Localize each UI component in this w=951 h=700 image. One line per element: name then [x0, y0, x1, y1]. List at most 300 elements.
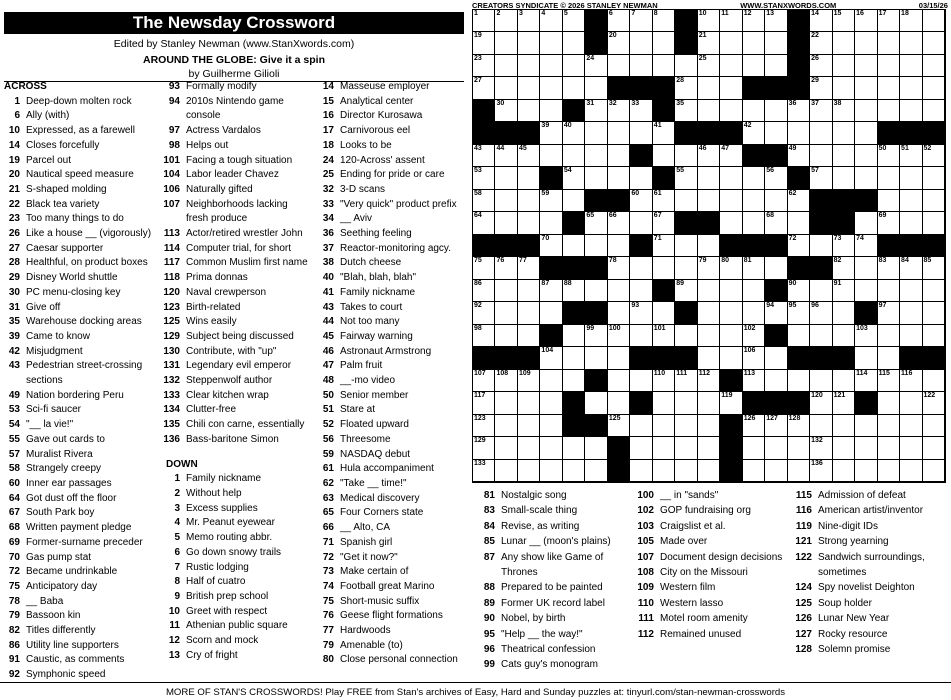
- grid-cell[interactable]: [743, 55, 765, 77]
- grid-cell[interactable]: [630, 167, 652, 189]
- grid-cell[interactable]: [473, 415, 495, 437]
- grid-cell[interactable]: [473, 280, 495, 302]
- grid-cell[interactable]: [833, 325, 855, 347]
- grid-cell[interactable]: [698, 167, 720, 189]
- grid-cell[interactable]: [630, 10, 652, 32]
- grid-cell[interactable]: [675, 145, 697, 167]
- grid-cell[interactable]: [608, 325, 630, 347]
- grid-cell[interactable]: [608, 347, 630, 369]
- grid-cell[interactable]: [765, 347, 787, 369]
- grid-cell[interactable]: [585, 325, 607, 347]
- grid-cell[interactable]: [810, 100, 832, 122]
- grid-cell[interactable]: [540, 302, 562, 324]
- grid-cell[interactable]: [833, 280, 855, 302]
- grid-cell[interactable]: [855, 55, 877, 77]
- grid-cell[interactable]: [495, 392, 517, 414]
- grid-cell[interactable]: [900, 100, 922, 122]
- grid-cell[interactable]: [473, 302, 495, 324]
- grid-cell[interactable]: [608, 257, 630, 279]
- grid-cell[interactable]: [675, 190, 697, 212]
- grid-cell[interactable]: [698, 235, 720, 257]
- grid-cell[interactable]: [518, 437, 540, 459]
- grid-cell[interactable]: [810, 370, 832, 392]
- grid-cell[interactable]: [473, 190, 495, 212]
- grid-cell[interactable]: [653, 10, 675, 32]
- grid-cell[interactable]: [810, 415, 832, 437]
- grid-cell[interactable]: [855, 370, 877, 392]
- grid-cell[interactable]: [653, 302, 675, 324]
- grid-cell[interactable]: [653, 437, 675, 459]
- grid-cell[interactable]: [563, 122, 585, 144]
- grid-cell[interactable]: [788, 370, 810, 392]
- grid-cell[interactable]: [540, 235, 562, 257]
- grid-cell[interactable]: [698, 77, 720, 99]
- grid-cell[interactable]: [675, 370, 697, 392]
- grid-cell[interactable]: [900, 10, 922, 32]
- grid-cell[interactable]: [563, 325, 585, 347]
- grid-cell[interactable]: [630, 370, 652, 392]
- grid-cell[interactable]: [563, 235, 585, 257]
- grid-cell[interactable]: [563, 145, 585, 167]
- grid-cell[interactable]: [720, 32, 742, 54]
- grid-cell[interactable]: [765, 415, 787, 437]
- grid-cell[interactable]: [495, 257, 517, 279]
- grid-cell[interactable]: [473, 10, 495, 32]
- grid-cell[interactable]: [878, 190, 900, 212]
- grid-cell[interactable]: [720, 145, 742, 167]
- grid-cell[interactable]: [675, 167, 697, 189]
- grid-cell[interactable]: [698, 437, 720, 459]
- grid-cell[interactable]: [585, 122, 607, 144]
- grid-cell[interactable]: [698, 415, 720, 437]
- grid-cell[interactable]: [653, 460, 675, 482]
- grid-cell[interactable]: [923, 415, 945, 437]
- grid-cell[interactable]: [563, 370, 585, 392]
- grid-cell[interactable]: [495, 415, 517, 437]
- grid-cell[interactable]: [518, 302, 540, 324]
- grid-cell[interactable]: [608, 212, 630, 234]
- grid-cell[interactable]: [518, 77, 540, 99]
- grid-cell[interactable]: [743, 370, 765, 392]
- grid-cell[interactable]: [473, 325, 495, 347]
- grid-cell[interactable]: [563, 347, 585, 369]
- grid-cell[interactable]: [563, 280, 585, 302]
- grid-cell[interactable]: [518, 460, 540, 482]
- grid-cell[interactable]: [833, 235, 855, 257]
- grid-cell[interactable]: [855, 235, 877, 257]
- grid-cell[interactable]: [495, 100, 517, 122]
- grid-cell[interactable]: [855, 167, 877, 189]
- grid-cell[interactable]: [923, 437, 945, 459]
- grid-cell[interactable]: [540, 437, 562, 459]
- grid-cell[interactable]: [720, 257, 742, 279]
- grid-cell[interactable]: [855, 437, 877, 459]
- grid-cell[interactable]: [495, 55, 517, 77]
- grid-cell[interactable]: [810, 280, 832, 302]
- grid-cell[interactable]: [923, 460, 945, 482]
- grid-cell[interactable]: [473, 167, 495, 189]
- grid-cell[interactable]: [878, 392, 900, 414]
- grid-cell[interactable]: [765, 190, 787, 212]
- grid-cell[interactable]: [608, 122, 630, 144]
- grid-cell[interactable]: [810, 302, 832, 324]
- grid-cell[interactable]: [878, 10, 900, 32]
- grid-cell[interactable]: [608, 235, 630, 257]
- grid-cell[interactable]: [788, 437, 810, 459]
- grid-cell[interactable]: [608, 370, 630, 392]
- grid-cell[interactable]: [540, 190, 562, 212]
- grid-cell[interactable]: [765, 437, 787, 459]
- grid-cell[interactable]: [765, 10, 787, 32]
- grid-cell[interactable]: [585, 280, 607, 302]
- grid-cell[interactable]: [810, 122, 832, 144]
- grid-cell[interactable]: [518, 100, 540, 122]
- grid-cell[interactable]: [720, 212, 742, 234]
- grid-cell[interactable]: [630, 257, 652, 279]
- grid-cell[interactable]: [923, 100, 945, 122]
- grid-cell[interactable]: [675, 392, 697, 414]
- grid-cell[interactable]: [585, 460, 607, 482]
- grid-cell[interactable]: [698, 257, 720, 279]
- grid-cell[interactable]: [788, 235, 810, 257]
- grid-cell[interactable]: [540, 370, 562, 392]
- grid-cell[interactable]: [878, 145, 900, 167]
- grid-cell[interactable]: [720, 190, 742, 212]
- grid-cell[interactable]: [608, 415, 630, 437]
- grid-cell[interactable]: [585, 145, 607, 167]
- crossword-grid[interactable]: [472, 9, 946, 483]
- grid-cell[interactable]: [630, 280, 652, 302]
- grid-cell[interactable]: [900, 212, 922, 234]
- grid-cell[interactable]: [878, 370, 900, 392]
- grid-cell[interactable]: [630, 415, 652, 437]
- grid-cell[interactable]: [765, 122, 787, 144]
- grid-cell[interactable]: [743, 10, 765, 32]
- grid-cell[interactable]: [495, 77, 517, 99]
- grid-cell[interactable]: [473, 55, 495, 77]
- grid-cell[interactable]: [698, 392, 720, 414]
- grid-cell[interactable]: [653, 122, 675, 144]
- grid-cell[interactable]: [855, 122, 877, 144]
- grid-cell[interactable]: [810, 77, 832, 99]
- grid-cell[interactable]: [473, 32, 495, 54]
- grid-cell[interactable]: [473, 145, 495, 167]
- grid-cell[interactable]: [743, 190, 765, 212]
- grid-cell[interactable]: [518, 212, 540, 234]
- grid-cell[interactable]: [788, 280, 810, 302]
- grid-cell[interactable]: [653, 235, 675, 257]
- grid-cell[interactable]: [540, 392, 562, 414]
- grid-cell[interactable]: [788, 302, 810, 324]
- grid-cell[interactable]: [563, 167, 585, 189]
- grid-cell[interactable]: [855, 10, 877, 32]
- grid-cell[interactable]: [495, 370, 517, 392]
- grid-cell[interactable]: [495, 32, 517, 54]
- grid-cell[interactable]: [743, 257, 765, 279]
- grid-cell[interactable]: [900, 460, 922, 482]
- grid-cell[interactable]: [518, 280, 540, 302]
- grid-cell[interactable]: [765, 167, 787, 189]
- grid-cell[interactable]: [765, 55, 787, 77]
- grid-cell[interactable]: [923, 392, 945, 414]
- grid-cell[interactable]: [518, 10, 540, 32]
- grid-cell[interactable]: [855, 100, 877, 122]
- grid-cell[interactable]: [743, 302, 765, 324]
- grid-cell[interactable]: [540, 280, 562, 302]
- grid-cell[interactable]: [720, 347, 742, 369]
- grid-cell[interactable]: [810, 235, 832, 257]
- grid-cell[interactable]: [563, 190, 585, 212]
- grid-cell[interactable]: [878, 437, 900, 459]
- grid-cell[interactable]: [698, 347, 720, 369]
- grid-cell[interactable]: [675, 415, 697, 437]
- grid-cell[interactable]: [743, 280, 765, 302]
- grid-cell[interactable]: [518, 32, 540, 54]
- grid-cell[interactable]: [675, 100, 697, 122]
- grid-cell[interactable]: [630, 325, 652, 347]
- grid-cell[interactable]: [698, 302, 720, 324]
- grid-cell[interactable]: [900, 55, 922, 77]
- grid-cell[interactable]: [675, 55, 697, 77]
- grid-cell[interactable]: [923, 77, 945, 99]
- grid-cell[interactable]: [833, 460, 855, 482]
- grid-cell[interactable]: [608, 10, 630, 32]
- grid-cell[interactable]: [495, 302, 517, 324]
- grid-cell[interactable]: [653, 145, 675, 167]
- grid-cell[interactable]: [810, 392, 832, 414]
- grid-cell[interactable]: [630, 122, 652, 144]
- grid-cell[interactable]: [878, 415, 900, 437]
- grid-cell[interactable]: [833, 32, 855, 54]
- grid-cell[interactable]: [585, 77, 607, 99]
- grid-cell[interactable]: [788, 190, 810, 212]
- grid-cell[interactable]: [720, 10, 742, 32]
- grid-cell[interactable]: [900, 190, 922, 212]
- grid-cell[interactable]: [540, 347, 562, 369]
- grid-cell[interactable]: [855, 325, 877, 347]
- grid-cell[interactable]: [630, 302, 652, 324]
- grid-cell[interactable]: [518, 415, 540, 437]
- grid-cell[interactable]: [585, 100, 607, 122]
- grid-cell[interactable]: [720, 302, 742, 324]
- grid-cell[interactable]: [608, 392, 630, 414]
- grid-cell[interactable]: [698, 190, 720, 212]
- grid-cell[interactable]: [923, 325, 945, 347]
- grid-cell[interactable]: [540, 212, 562, 234]
- grid-cell[interactable]: [788, 325, 810, 347]
- grid-cell[interactable]: [900, 437, 922, 459]
- grid-cell[interactable]: [833, 10, 855, 32]
- grid-cell[interactable]: [653, 190, 675, 212]
- grid-cell[interactable]: [473, 392, 495, 414]
- grid-cell[interactable]: [743, 32, 765, 54]
- grid-cell[interactable]: [788, 122, 810, 144]
- grid-cell[interactable]: [698, 10, 720, 32]
- grid-cell[interactable]: [563, 437, 585, 459]
- grid-cell[interactable]: [630, 55, 652, 77]
- grid-cell[interactable]: [833, 167, 855, 189]
- grid-cell[interactable]: [495, 190, 517, 212]
- grid-cell[interactable]: [833, 257, 855, 279]
- grid-cell[interactable]: [765, 100, 787, 122]
- grid-cell[interactable]: [810, 32, 832, 54]
- grid-cell[interactable]: [563, 32, 585, 54]
- grid-cell[interactable]: [810, 55, 832, 77]
- grid-cell[interactable]: [833, 370, 855, 392]
- grid-cell[interactable]: [630, 32, 652, 54]
- grid-cell[interactable]: [518, 370, 540, 392]
- grid-cell[interactable]: [518, 55, 540, 77]
- grid-cell[interactable]: [788, 460, 810, 482]
- grid-cell[interactable]: [495, 167, 517, 189]
- grid-cell[interactable]: [653, 212, 675, 234]
- grid-cell[interactable]: [608, 55, 630, 77]
- grid-cell[interactable]: [698, 100, 720, 122]
- grid-cell[interactable]: [743, 437, 765, 459]
- grid-cell[interactable]: [608, 302, 630, 324]
- grid-cell[interactable]: [540, 55, 562, 77]
- grid-cell[interactable]: [540, 10, 562, 32]
- grid-cell[interactable]: [878, 460, 900, 482]
- grid-cell[interactable]: [855, 145, 877, 167]
- grid-cell[interactable]: [540, 460, 562, 482]
- grid-cell[interactable]: [653, 392, 675, 414]
- grid-cell[interactable]: [675, 460, 697, 482]
- grid-cell[interactable]: [900, 392, 922, 414]
- grid-cell[interactable]: [698, 280, 720, 302]
- grid-cell[interactable]: [563, 10, 585, 32]
- grid-cell[interactable]: [473, 77, 495, 99]
- grid-cell[interactable]: [878, 280, 900, 302]
- grid-cell[interactable]: [900, 32, 922, 54]
- grid-cell[interactable]: [720, 77, 742, 99]
- grid-cell[interactable]: [833, 55, 855, 77]
- grid-cell[interactable]: [833, 415, 855, 437]
- grid-cell[interactable]: [923, 280, 945, 302]
- grid-cell[interactable]: [630, 460, 652, 482]
- grid-cell[interactable]: [743, 325, 765, 347]
- grid-cell[interactable]: [833, 302, 855, 324]
- grid-cell[interactable]: [788, 145, 810, 167]
- grid-cell[interactable]: [630, 212, 652, 234]
- grid-cell[interactable]: [900, 257, 922, 279]
- grid-cell[interactable]: [855, 415, 877, 437]
- grid-cell[interactable]: [540, 145, 562, 167]
- grid-cell[interactable]: [675, 257, 697, 279]
- grid-cell[interactable]: [810, 167, 832, 189]
- grid-cell[interactable]: [923, 167, 945, 189]
- grid-cell[interactable]: [810, 325, 832, 347]
- grid-cell[interactable]: [878, 77, 900, 99]
- grid-cell[interactable]: [855, 257, 877, 279]
- grid-cell[interactable]: [653, 32, 675, 54]
- grid-cell[interactable]: [720, 167, 742, 189]
- grid-cell[interactable]: [743, 415, 765, 437]
- grid-cell[interactable]: [698, 325, 720, 347]
- grid-cell[interactable]: [765, 32, 787, 54]
- grid-cell[interactable]: [540, 415, 562, 437]
- grid-cell[interactable]: [675, 325, 697, 347]
- grid-cell[interactable]: [923, 302, 945, 324]
- grid-cell[interactable]: [788, 100, 810, 122]
- grid-cell[interactable]: [585, 167, 607, 189]
- grid-cell[interactable]: [653, 370, 675, 392]
- grid-cell[interactable]: [923, 257, 945, 279]
- grid-cell[interactable]: [563, 460, 585, 482]
- grid-cell[interactable]: [833, 145, 855, 167]
- grid-cell[interactable]: [675, 235, 697, 257]
- grid-cell[interactable]: [878, 257, 900, 279]
- grid-cell[interactable]: [698, 55, 720, 77]
- grid-cell[interactable]: [833, 77, 855, 99]
- grid-cell[interactable]: [518, 325, 540, 347]
- grid-cell[interactable]: [608, 167, 630, 189]
- grid-cell[interactable]: [923, 370, 945, 392]
- grid-cell[interactable]: [540, 100, 562, 122]
- grid-cell[interactable]: [495, 212, 517, 234]
- grid-cell[interactable]: [923, 55, 945, 77]
- grid-cell[interactable]: [878, 100, 900, 122]
- grid-cell[interactable]: [473, 212, 495, 234]
- grid-cell[interactable]: [900, 280, 922, 302]
- grid-cell[interactable]: [765, 370, 787, 392]
- grid-cell[interactable]: [900, 77, 922, 99]
- grid-cell[interactable]: [923, 190, 945, 212]
- grid-cell[interactable]: [900, 415, 922, 437]
- grid-cell[interactable]: [720, 55, 742, 77]
- grid-cell[interactable]: [765, 212, 787, 234]
- grid-cell[interactable]: [518, 257, 540, 279]
- grid-cell[interactable]: [878, 347, 900, 369]
- grid-cell[interactable]: [495, 145, 517, 167]
- grid-cell[interactable]: [653, 325, 675, 347]
- grid-cell[interactable]: [765, 460, 787, 482]
- grid-cell[interactable]: [473, 370, 495, 392]
- grid-cell[interactable]: [878, 325, 900, 347]
- grid-cell[interactable]: [720, 392, 742, 414]
- grid-cell[interactable]: [720, 100, 742, 122]
- grid-cell[interactable]: [900, 302, 922, 324]
- grid-cell[interactable]: [810, 437, 832, 459]
- grid-cell[interactable]: [900, 325, 922, 347]
- grid-cell[interactable]: [878, 55, 900, 77]
- grid-cell[interactable]: [923, 145, 945, 167]
- grid-cell[interactable]: [788, 415, 810, 437]
- grid-cell[interactable]: [720, 325, 742, 347]
- grid-cell[interactable]: [878, 32, 900, 54]
- grid-cell[interactable]: [540, 77, 562, 99]
- grid-cell[interactable]: [900, 167, 922, 189]
- grid-cell[interactable]: [585, 235, 607, 257]
- grid-cell[interactable]: [743, 212, 765, 234]
- grid-cell[interactable]: [518, 190, 540, 212]
- grid-cell[interactable]: [473, 257, 495, 279]
- grid-cell[interactable]: [698, 32, 720, 54]
- grid-cell[interactable]: [810, 10, 832, 32]
- grid-cell[interactable]: [810, 145, 832, 167]
- grid-cell[interactable]: [923, 10, 945, 32]
- grid-cell[interactable]: [743, 122, 765, 144]
- grid-cell[interactable]: [743, 167, 765, 189]
- grid-cell[interactable]: [495, 437, 517, 459]
- grid-cell[interactable]: [675, 280, 697, 302]
- grid-cell[interactable]: [788, 212, 810, 234]
- grid-cell[interactable]: [833, 437, 855, 459]
- grid-cell[interactable]: [608, 280, 630, 302]
- grid-cell[interactable]: [473, 437, 495, 459]
- grid-cell[interactable]: [675, 77, 697, 99]
- grid-cell[interactable]: [518, 392, 540, 414]
